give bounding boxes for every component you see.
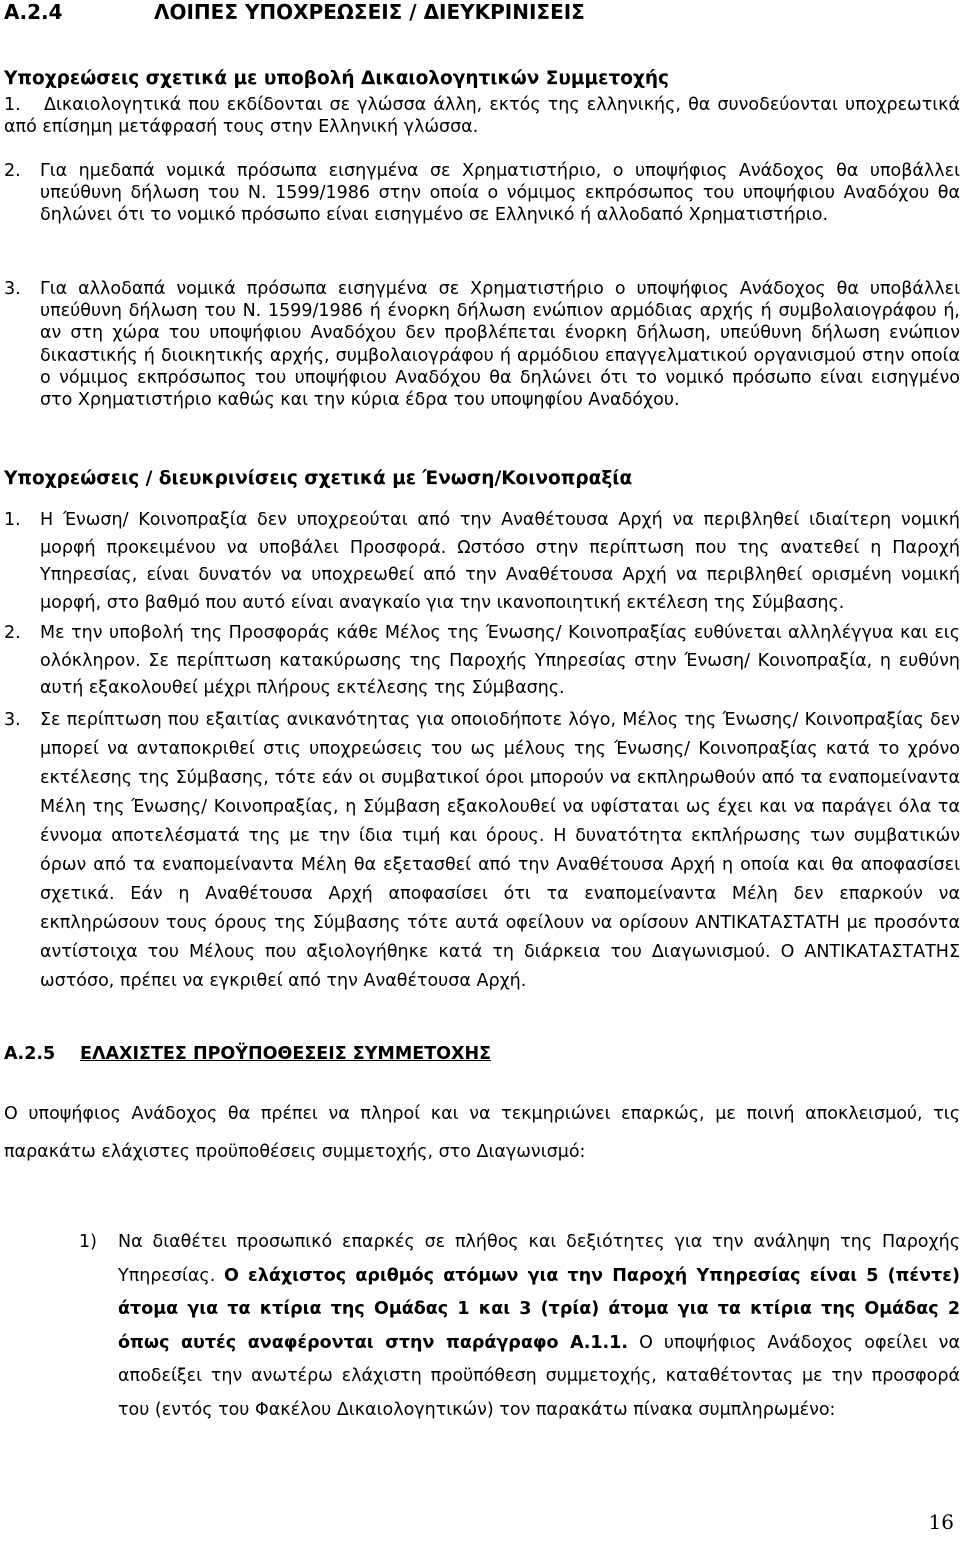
docs-item-1 — [4, 94, 960, 138]
page-number: 16 — [928, 1510, 954, 1534]
section-number: Α.2.5 — [4, 1044, 56, 1064]
section-title: ΛΟΙΠΕΣ ΥΠΟΧΡΕΩΣΕΙΣ / ΔΙΕΥΚΡΙΝΙΣΕΙΣ — [154, 0, 585, 24]
item-text: Δικαιολογητικά που εκδίδονται σε γλώσσα άλλη, εκτός της ελληνικής, θα συνοδεύονται υποχρεωτικά από επίσημη μετάφρασή τους στην Ελληνική γλώσσα. — [4, 95, 960, 138]
section-heading-a24 — [4, 0, 585, 24]
a25-item-1-number: 1) — [79, 1232, 97, 1252]
a25-item-1-text-a: Να διαθέτει προσωπικό επαρκές σε πλήθος και δεξιότητες για την ανάληψη της Παροχής Υπηρεσίας. — [118, 1232, 960, 1286]
union-item-3: Σε περίπτωση που εξαιτίας ανικανότητας για οποιοδήποτε λόγο, Μέλος της Ένωσης/ Κοινοπραξίας δεν μπορεί να ανταποκριθεί στις υποχρεώσεις του ως μέλους της Ένωσης/ Κοινοπραξίας κατά το χρόνο εκτέλεσης της Σύμβασης, τότε εάν οι συμβατικοί όροι μπορούν να εκπληρωθούν από τα εναπομείναντα Μέλη της Ένωσης/ Κοινοπραξίας, η Σύμβαση εξακολουθεί να υφίσταται ως έχει και να παράγει όλα τα έννομα αποτελέσματά της με την ίδια τιμή και όρους. Η δυνατότητα εκπλήρωσης των συμβατικών όρων από τα εναπομείναντα Μέλη θα εξετασθεί από την Αναθέτουσα Αρχή η οποία και θα αποφασίσει σχετικά. Εάν η Αναθέτουσα Αρχή αποφασίσει ότι τα εναπομείναντα Μέλη δεν επαρκούν να εκπληρώσουν τους όρους της Σύμβασης τότε αυτά οφείλουν να ορίσουν ΑΝΤΙΚΑΤΑΣΤΑΤΗ με προσόντα αντίστοιχα του Μέλους που αξιολογήθηκε κατά τη διάρκεια του Διαγωνισμού. Ο ΑΝΤΙΚΑΤΑΣΤΑΤΗΣ ωστόσο, πρέπει να εγκριθεί από την Αναθέτουσα Αρχή. — [40, 710, 960, 991]
union-item-2: Με την υποβολή της Προσφοράς κάθε Μέλος της Ένωσης/ Κοινοπραξίας ευθύνεται αλληλέγγυα και εις ολόκληρον. Σε περίπτωση κατακύρωσης της Παροχής Υπηρεσίας στην Ένωση/ Κοινοπραξία, η ευθύνη αυτή εξακολουθεί μέχρι πλήρους εκτέλεσης της Σύμβασης. — [40, 623, 960, 698]
section-title: ΕΛΑΧΙΣΤΕΣ ΠΡΟΫΠΟΘΕΣΕΙΣ ΣΥΜΜΕΤΟΧΗΣ — [80, 1044, 492, 1064]
union-item-2-number: 2. — [4, 623, 21, 643]
a25-item-1-text-b: Ο υποψήφιος Ανάδοχος οφείλει να αποδείξει την ανωτέρω ελάχιστη προϋπόθεση συμμετοχής, καταθέτοντας με την προσφορά του (εντός του Φακέλου Δικαιολογητικών) τον παρακάτω πίνακα συμπληρωμένο: — [118, 1332, 960, 1420]
a25-intro: Ο υποψήφιος Ανάδοχος θα πρέπει να πληροί και να τεκμηριώνει επαρκώς, με ποινή αποκλεισμού, τις παρακάτω ελάχιστες προϋποθέσεις συμμετοχής, στο Διαγωνισμό: — [4, 1104, 960, 1162]
section-heading-a25 — [4, 1042, 491, 1066]
docs-item-2-number: 2. — [4, 161, 21, 181]
union-item-1-number: 1. — [4, 510, 21, 530]
section-number: Α.2.4 — [4, 0, 63, 24]
union-item-3-number: 3. — [4, 710, 21, 730]
item-number: 1. — [4, 95, 21, 115]
subheading-docs: Υποχρεώσεις σχετικά με υποβολή Δικαιολογητικών Συμμετοχής — [4, 68, 670, 89]
docs-item-3: Για αλλοδαπά νομικά πρόσωπα εισηγμένα σε Χρηματιστήριο ο υποψήφιος Ανάδοχος θα υποβάλλει υπεύθυνη δήλωση του Ν. 1599/1986 ή ένορκη δήλωση ενώπιον αρμόδιας αρχής ή συμβολαιογράφου ή, αν στη χώρα του υποψήφιου Αναδόχου δεν προβλέπεται ένορκη δήλωση, υπεύθυνη δήλωση ενώπιον δικαστικής ή διοικητικής αρχής, συμβολαιογράφου ή αρμόδιου επαγγελματικού οργανισμού στην οποία ο νόμιμος εκπρόσωπος του υποψήφιου Αναδόχου θα δηλώνει ότι το νομικό πρόσωπο είναι εισηγμένο στο Χρηματιστήριο καθώς και την κύρια έδρα του υποψηφίου Αναδόχου. — [40, 279, 960, 411]
union-item-1: Η Ένωση/ Κοινοπραξία δεν υποχρεούται από την Αναθέτουσα Αρχή να περιβληθεί ιδιαίτερη νομική μορφή προκειμένου να υποβάλει Προσφορά. Ωστόσο στην περίπτωση που της ανατεθεί η Παροχή Υπηρεσίας, είναι δυνατόν να υποχρεωθεί από την Αναθέτουσα Αρχή να περιβληθεί ορισμένη νομική μορφή, στο βαθμό που αυτό είναι αναγκαίο για την ικανοποιητική εκτέλεση της Σύμβασης. — [40, 510, 960, 613]
subheading-union: Υποχρεώσεις / διευκρινίσεις σχετικά με Ένωση/Κοινοπραξία — [4, 468, 633, 489]
a25-item-1 — [118, 1226, 960, 1428]
a25-item-1-text-bold: Ο ελάχιστος αριθμός ατόμων για την Παροχή Υπηρεσίας είναι 5 (πέντε) άτομα για τα κτίρια της Ομάδας 1 και 3 (τρία) άτομα για τα κτίρια της Ομάδας 2 όπως αυτές αναφέρονται στην παράγραφο Α.1.1. — [118, 1265, 960, 1353]
docs-item-2: Για ημεδαπά νομικά πρόσωπα εισηγμένα σε Χρηματιστήριο, ο υποψήφιος Ανάδοχος θα υποβάλλει υπεύθυνη δήλωση του Ν. 1599/1986 στην οποία ο νόμιμος εκπρόσωπος του υποψήφιου Αναδόχου θα δηλώνει ότι το νομικό πρόσωπο είναι εισηγμένο σε Ελληνικό ή αλλοδαπό Χρηματιστήριο. — [40, 161, 960, 226]
docs-item-3-number: 3. — [4, 279, 21, 299]
